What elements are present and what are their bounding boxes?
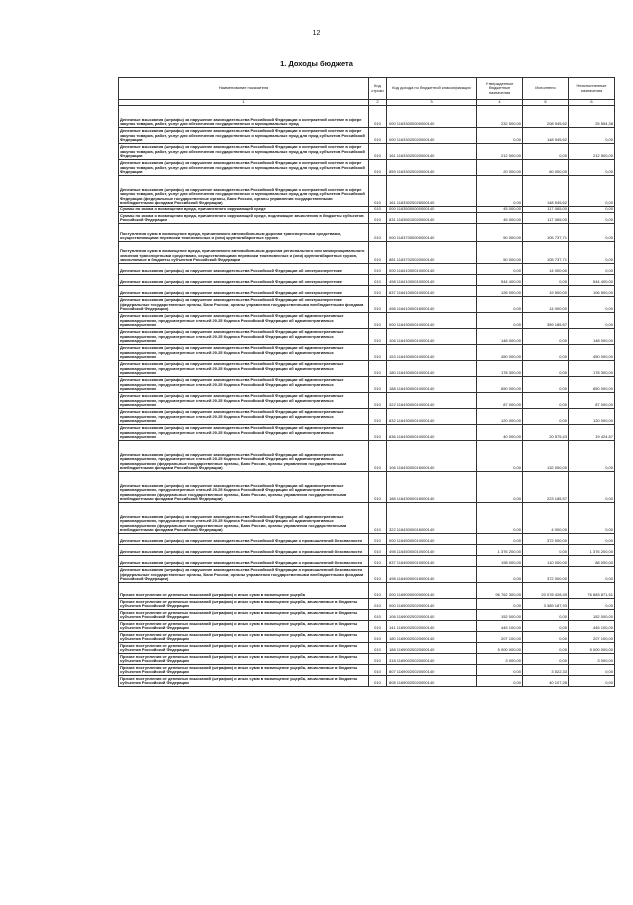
row-remaining: 148 000,00 xyxy=(569,329,615,345)
header-remaining: Неисполненные назначения xyxy=(569,78,615,100)
row-name: Денежные взыскания (штрафы) за нарушение законодательства Российской Федерации о контрактной системе в сфере закупок товаров, работ, услуг для обеспечения государственных и муниципальных нужд для нужд субъектов Российской Федерации xyxy=(119,128,369,144)
row-name: Денежные взыскания (штрафы) за нарушение законодательства Российской Федерации о контрактной системе в сфере закупок товаров, работ, услуг для обеспечения государственных и муниципальных нужд для нужд субъектов Российской Федерации (федеральные государственные органы, Банк России, органы управления государственными внебюджетными фондами Российской Федерации) xyxy=(119,176,369,207)
row-name: Денежные взыскания (штрафы) за нарушение законодательства Российской Федерации об административных правонарушениях, предусмотренные статьей 20.25 Кодекса Российской Федерации об административных правонарушениях xyxy=(119,361,369,377)
row-executed: 132 000,00 xyxy=(523,441,569,472)
row-executed: 20 078 428,49 xyxy=(523,583,569,599)
table-row xyxy=(119,160,615,176)
row-approved: 232 500,00 xyxy=(477,106,523,128)
row-line-code: 010 xyxy=(369,242,387,264)
row-approved: 126 000,00 xyxy=(477,286,523,297)
row-executed: 14 000,00 xyxy=(523,297,569,313)
row-executed: 110 000,00 xyxy=(523,556,569,567)
row-line-code: 010 xyxy=(369,345,387,361)
row-approved: 650 000,00 xyxy=(477,377,523,393)
row-income-code: 837 11641000010000140 xyxy=(387,286,477,297)
row-executed: 148 945,62 xyxy=(523,176,569,207)
row-name: Прочие поступления от денежных взысканий (штрафов) и иных сумм в возмещение ущерба, зачисляемые в бюджеты субъектов Российской Федерации xyxy=(119,610,369,621)
row-income-code: 180 11643000010000140 xyxy=(387,361,477,377)
row-approved: 96 762 300,00 xyxy=(477,583,523,599)
row-remaining: 0,00 xyxy=(569,213,615,224)
row-remaining: 178 300,00 xyxy=(569,361,615,377)
header-line-code: Код строки xyxy=(369,78,387,100)
row-executed: 117 065,00 xyxy=(523,207,569,213)
row-approved: 20 000,00 xyxy=(477,160,523,176)
row-name: Денежные взыскания (штрафы) за нарушение законодательства Российской Федерации о контрактной системе в сфере закупок товаров, работ, услуг для обеспечения государственных и муниципальных нужд для нужд субъектов Российской Федерации xyxy=(119,144,369,160)
table-row xyxy=(119,665,615,676)
row-approved: 0,00 xyxy=(477,176,523,207)
row-remaining: 212 500,00 xyxy=(569,144,615,160)
row-income-code: 000 11633020020000140 xyxy=(387,128,477,144)
row-approved: 1 376 200,00 xyxy=(477,545,523,556)
row-income-code: 161 11633020020000140 xyxy=(387,144,477,160)
row-executed: 0,00 xyxy=(523,144,569,160)
row-name: Прочие поступления от денежных взысканий (штрафов) и иных сумм в возмещение ущерба, зачисляемые в бюджеты субъектов Российской Федерации xyxy=(119,676,369,687)
row-executed: 0,00 xyxy=(523,643,569,654)
row-line-code: 010 xyxy=(369,425,387,441)
table-row xyxy=(119,275,615,286)
row-remaining: 88 000,00 xyxy=(569,556,615,567)
row-executed: 4 000,00 xyxy=(523,503,569,534)
row-line-code: 010 xyxy=(369,610,387,621)
row-name: Денежные взыскания (штрафы) за нарушение законодательства Российской Федерации об административных правонарушениях, предусмотренные статьей 20.25 Кодекса Российской Федерации об административных правонарушениях xyxy=(119,409,369,425)
row-executed: 19 500,00 xyxy=(523,286,569,297)
row-remaining: 0,00 xyxy=(569,128,615,144)
row-line-code: 010 xyxy=(369,665,387,676)
table-row xyxy=(119,556,615,567)
row-remaining: 0,00 xyxy=(569,207,615,213)
row-name: Прочие поступления от денежных взысканий (штрафов) и иных сумм в возмещение ущерба xyxy=(119,583,369,599)
row-name: Суммы по искам о возмещении вреда, причиненного окружающей среде xyxy=(119,207,369,213)
row-name: Денежные взыскания (штрафы) за нарушение законодательства Российской Федерации о промышленной безопасности xyxy=(119,545,369,556)
row-approved: 120 000,00 xyxy=(477,409,523,425)
row-approved: 0,00 xyxy=(477,313,523,329)
row-remaining: 0,00 xyxy=(569,242,615,264)
row-name: Прочие поступления от денежных взысканий (штрафов) и иных сумм в возмещение ущерба, зачисляемые в бюджеты субъектов Российской Федерации xyxy=(119,632,369,643)
row-executed: 148 945,62 xyxy=(523,128,569,144)
row-remaining: 19 424,57 xyxy=(569,425,615,441)
row-remaining: 152 000,00 xyxy=(569,610,615,621)
row-name: Денежные взыскания (штрафы) за нарушение законодательства Российской Федерации об административных правонарушениях, предусмотренные статьей 20.25 Кодекса Российской Федерации об административных правонарушениях xyxy=(119,425,369,441)
row-approved: 212 500,00 xyxy=(477,144,523,160)
row-line-code: 010 xyxy=(369,409,387,425)
row-approved: 0,00 xyxy=(477,665,523,676)
table-row xyxy=(119,242,615,264)
row-line-code: 010 xyxy=(369,329,387,345)
table-row xyxy=(119,599,615,610)
row-executed: 60 000,00 xyxy=(523,160,569,176)
table-row xyxy=(119,583,615,599)
row-name: Денежные взыскания (штрафы) за нарушение законодательства Российской Федерации об электроэнергетике xyxy=(119,264,369,275)
row-remaining: 0,00 xyxy=(569,472,615,503)
row-line-code: 010 xyxy=(369,503,387,534)
row-name: Денежные взыскания (штрафы) за нарушение законодательства Российской Федерации об административных правонарушениях, предусмотренные статьей 20.25 Кодекса Российской Федерации об административных правонарушениях xyxy=(119,377,369,393)
row-approved: 45 000,00 xyxy=(477,207,523,213)
row-line-code: 010 xyxy=(369,176,387,207)
row-income-code: 000 11633000000000140 xyxy=(387,106,477,128)
row-income-code: 498 11645000010000140 xyxy=(387,545,477,556)
row-remaining: 0,00 xyxy=(569,676,615,687)
table-row xyxy=(119,128,615,144)
row-line-code: 010 xyxy=(369,286,387,297)
table-row xyxy=(119,393,615,409)
row-approved: 0,00 xyxy=(477,534,523,545)
row-income-code: 832 11643000010000140 xyxy=(387,409,477,425)
row-remaining: 5 000 000,00 xyxy=(569,643,615,654)
row-income-code: 000 11690000000000140 xyxy=(387,583,477,599)
row-approved: 0,00 xyxy=(477,441,523,472)
row-remaining: 0,00 xyxy=(569,176,615,207)
header-approved: Утвержденные бюджетные назначения xyxy=(477,78,523,100)
row-income-code: 000 11635000000000140 xyxy=(387,207,477,213)
row-name: Денежные взыскания (штрафы) за нарушение законодательства Российской Федерации об административных правонарушениях, предусмотренные статьей 20.25 Кодекса Российской Федерации об административных правонарушениях (федеральные государственные органы, Банк России, органы управления государственными внебюджетными фондами Российской Федерации) xyxy=(119,503,369,534)
row-line-code: 010 xyxy=(369,676,387,687)
table-body xyxy=(119,106,615,687)
row-income-code: 322 11643000016000140 xyxy=(387,503,477,534)
row-approved: 40 000,00 xyxy=(477,425,523,441)
section-title: 1. Доходы бюджета xyxy=(280,59,353,68)
row-income-code: 000 11643000010000140 xyxy=(387,313,477,329)
row-line-code: 010 xyxy=(369,632,387,643)
row-executed: 0,00 xyxy=(523,361,569,377)
table-row xyxy=(119,176,615,207)
table-row xyxy=(119,377,615,393)
col-number: 5 xyxy=(523,100,569,106)
row-name: Денежные взыскания (штрафы) за нарушение законодательства Российской Федерации об электроэнергетике (федеральные государственные органы, Банк России, органы управления государственными внебюджетными фондами Российской Федерации) xyxy=(119,297,369,313)
row-executed: 223 185,57 xyxy=(523,472,569,503)
row-executed: 0,00 xyxy=(523,654,569,665)
row-remaining: 3 000,00 xyxy=(569,654,615,665)
table-row xyxy=(119,297,615,313)
row-remaining: 0,00 xyxy=(569,224,615,242)
table-row xyxy=(119,409,615,425)
row-executed: 105 737,71 xyxy=(523,224,569,242)
row-name: Денежные взыскания (штрафы) за нарушение законодательства Российской Федерации об электроэнергетике xyxy=(119,286,369,297)
row-executed: 105 737,71 xyxy=(523,242,569,264)
row-approved: 45 000,00 xyxy=(477,213,523,224)
row-name: Денежные взыскания (штрафы) за нарушение законодательства Российской Федерации об административных правонарушениях, предусмотренные статьей 20.25 Кодекса Российской Федерации об административных правонарушениях xyxy=(119,313,369,329)
table-row xyxy=(119,313,615,329)
row-remaining: 0,00 xyxy=(569,160,615,176)
row-income-code: 000 11645000010000140 xyxy=(387,534,477,545)
row-remaining: 0,00 xyxy=(569,599,615,610)
row-name: Денежные взыскания (штрафы) за нарушение законодательства Российской Федерации об административных правонарушениях, предусмотренные статьей 20.25 Кодекса Российской Федерации об административных правонарушениях xyxy=(119,345,369,361)
row-executed: 359 185,57 xyxy=(523,313,569,329)
row-line-code: 010 xyxy=(369,377,387,393)
table-row xyxy=(119,632,615,643)
row-approved: 178 300,00 xyxy=(477,361,523,377)
table-row xyxy=(119,329,615,345)
row-name: Прочие поступления от денежных взысканий (штрафов) и иных сумм в возмещение ущерба, зачисляемые в бюджеты субъектов Российской Федерации xyxy=(119,654,369,665)
row-income-code: 106 11643000016000140 xyxy=(387,441,477,472)
row-income-code: 000 11690020020000140 xyxy=(387,599,477,610)
row-approved: 148 000,00 xyxy=(477,329,523,345)
col-number: 4 xyxy=(477,100,523,106)
row-name: Денежные взыскания (штрафы) за нарушение законодательства Российской Федерации об административных правонарушениях, предусмотренные статьей 20.25 Кодекса Российской Федерации об административных правонарушениях xyxy=(119,393,369,409)
row-income-code: 106 11690020020000140 xyxy=(387,610,477,621)
row-line-code: 010 xyxy=(369,643,387,654)
row-line-code: 010 xyxy=(369,144,387,160)
table-row xyxy=(119,224,615,242)
row-remaining: 544 400,00 xyxy=(569,275,615,286)
row-executed: 0,00 xyxy=(523,377,569,393)
row-approved: 198 000,00 xyxy=(477,556,523,567)
table-row xyxy=(119,286,615,297)
header-name: Наименование показателя xyxy=(119,78,369,100)
row-name: Поступления сумм в возмещение вреда, причиняемого автомобильным дорогам регионального или межмуниципального значения транспортными средствами, осуществляющими перевозки тяжеловесных и (или) крупногабаритных грузов, зачисляемые в бюджеты субъектов Российской Федерации xyxy=(119,242,369,264)
header-income-code: Код дохода по бюджетной классификации xyxy=(387,78,477,100)
row-line-code: 010 xyxy=(369,224,387,242)
row-name: Прочие поступления от денежных взысканий (штрафов) и иных сумм в возмещение ущерба, зачисляемые в бюджеты субъектов Российской Федерации xyxy=(119,599,369,610)
row-approved: 87 000,00 xyxy=(477,393,523,409)
row-approved: 0,00 xyxy=(477,297,523,313)
row-income-code: 188 11643000016000140 xyxy=(387,472,477,503)
col-number: 6 xyxy=(569,100,615,106)
row-line-code: 010 xyxy=(369,545,387,556)
row-remaining: 25 554,38 xyxy=(569,106,615,128)
row-line-code: 010 xyxy=(369,599,387,610)
row-remaining: 0,00 xyxy=(569,665,615,676)
row-income-code: 141 11690020020000140 xyxy=(387,621,477,632)
table-row xyxy=(119,144,615,160)
table-header-row xyxy=(119,78,615,100)
row-name: Денежные взыскания (штрафы) за нарушение законодательства Российской Федерации о промышленной безопасности xyxy=(119,556,369,567)
col-number: 1 xyxy=(119,100,369,106)
row-remaining: 76 683 871,51 xyxy=(569,583,615,599)
table-row xyxy=(119,654,615,665)
row-executed: 372 000,00 xyxy=(523,567,569,583)
row-executed: 14 000,00 xyxy=(523,264,569,275)
row-executed: 0,00 xyxy=(523,393,569,409)
page-number: 12 xyxy=(312,30,321,37)
row-approved: 0,00 xyxy=(477,599,523,610)
table-row xyxy=(119,610,615,621)
table-row xyxy=(119,503,615,534)
row-approved: 0,00 xyxy=(477,472,523,503)
row-executed: 117 065,00 xyxy=(523,213,569,224)
row-income-code: 153 11643000010000140 xyxy=(387,345,477,361)
row-executed: 372 000,00 xyxy=(523,534,569,545)
row-executed: 0,00 xyxy=(523,545,569,556)
table-row xyxy=(119,345,615,361)
row-remaining: 445 100,00 xyxy=(569,621,615,632)
row-remaining: 0,00 xyxy=(569,534,615,545)
row-name: Прочие поступления от денежных взысканий (штрафов) и иных сумм в возмещение ущерба, зачисляемые в бюджеты субъектов Российской Федерации xyxy=(119,621,369,632)
table-row xyxy=(119,361,615,377)
row-income-code: 807 11690020020000140 xyxy=(387,665,477,676)
row-income-code: 498 11641000016000140 xyxy=(387,297,477,313)
row-income-code: 498 11641000010000140 xyxy=(387,275,477,286)
row-income-code: 106 11643000010000140 xyxy=(387,329,477,345)
row-remaining: 0,00 xyxy=(569,264,615,275)
row-line-code: 010 xyxy=(369,534,387,545)
table-row xyxy=(119,545,615,556)
row-remaining: 450 000,00 xyxy=(569,345,615,361)
row-line-code: 010 xyxy=(369,106,387,128)
row-executed: 0,00 xyxy=(523,345,569,361)
row-name: Денежные взыскания (штрафы) за нарушение законодательства Российской Федерации о промышленной безопасности xyxy=(119,534,369,545)
table-row xyxy=(119,567,615,583)
row-approved: 0,00 xyxy=(477,503,523,534)
row-remaining: 207 100,00 xyxy=(569,632,615,643)
row-line-code: 010 xyxy=(369,583,387,599)
row-income-code: 498 11645000016000140 xyxy=(387,567,477,583)
row-line-code: 010 xyxy=(369,361,387,377)
row-approved: 50 000,00 xyxy=(477,242,523,264)
row-approved: 207 100,00 xyxy=(477,632,523,643)
row-line-code: 010 xyxy=(369,264,387,275)
row-name: Поступления сумм в возмещение вреда, причиняемого автомобильным дорогам транспортными средствами, осуществляющими перевозки тяжеловесных и (или) крупногабаритных грузов xyxy=(119,224,369,242)
row-line-code: 010 xyxy=(369,160,387,176)
row-remaining: 106 500,00 xyxy=(569,286,615,297)
row-name: Денежные взыскания (штрафы) за нарушение законодательства Российской Федерации о контрактной системе в сфере закупок товаров, работ, услуг для обеспечения государственных и муниципальных нужд xyxy=(119,106,369,128)
row-line-code: 010 xyxy=(369,275,387,286)
row-income-code: 837 11645000010000140 xyxy=(387,556,477,567)
row-name: Суммы по искам о возмещении вреда, причиненного окружающей среде, подлежащие зачислению в бюджеты субъектов Российской Федерации xyxy=(119,213,369,224)
row-line-code: 010 xyxy=(369,207,387,213)
table-row xyxy=(119,472,615,503)
table-row xyxy=(119,441,615,472)
table-row xyxy=(119,621,615,632)
table-row xyxy=(119,676,615,687)
row-approved: 3 000,00 xyxy=(477,654,523,665)
row-income-code: 000 11641000010000140 xyxy=(387,264,477,275)
row-income-code: 188 11643000010000140 xyxy=(387,377,477,393)
row-approved: 0,00 xyxy=(477,264,523,275)
row-income-code: 318 11690020020000140 xyxy=(387,654,477,665)
budget-revenue-table xyxy=(118,77,615,687)
row-income-code: 322 11643000010000140 xyxy=(387,393,477,409)
row-line-code: 010 xyxy=(369,213,387,224)
row-approved: 544 400,00 xyxy=(477,275,523,286)
row-executed: 0,00 xyxy=(523,610,569,621)
budget-revenue-table-wrap xyxy=(118,77,614,687)
row-name: Денежные взыскания (штрафы) за нарушение законодательства Российской Федерации об административных правонарушениях, предусмотренные статьей 20.25 Кодекса Российской Федерации об административных правонарушениях (федеральные государственные органы, Банк России, органы управления государственными внебюджетными фондами Российской Федерации) xyxy=(119,472,369,503)
row-approved: 0,00 xyxy=(477,128,523,144)
row-executed: 208 945,62 xyxy=(523,106,569,128)
header-executed: Исполнено xyxy=(523,78,569,100)
row-line-code: 010 xyxy=(369,654,387,665)
row-remaining: 0,00 xyxy=(569,441,615,472)
row-name: Денежные взыскания (штрафы) за нарушение законодательства Российской Федерации о контрактной системе в сфере закупок товаров, работ, услуг для обеспечения государственных и муниципальных нужд для нужд субъектов Российской Федерации xyxy=(119,160,369,176)
row-executed: 0,00 xyxy=(523,275,569,286)
row-remaining: 87 000,00 xyxy=(569,393,615,409)
row-remaining: 0,00 xyxy=(569,503,615,534)
row-remaining: 650 000,00 xyxy=(569,377,615,393)
row-income-code: 859 11633020020000140 xyxy=(387,160,477,176)
row-approved: 0,00 xyxy=(477,567,523,583)
table-row xyxy=(119,425,615,441)
row-executed: 0,00 xyxy=(523,329,569,345)
col-number: 2 xyxy=(369,100,387,106)
row-remaining: 0,00 xyxy=(569,297,615,313)
table-row xyxy=(119,264,615,275)
row-income-code: 836 11643000010000140 xyxy=(387,425,477,441)
row-income-code: 000 11637000000000140 xyxy=(387,224,477,242)
row-executed: 20 575,43 xyxy=(523,425,569,441)
row-line-code: 010 xyxy=(369,393,387,409)
table-row xyxy=(119,106,615,128)
row-executed: 40 107,28 xyxy=(523,676,569,687)
row-approved: 450 000,00 xyxy=(477,345,523,361)
row-line-code: 010 xyxy=(369,441,387,472)
col-number: 3 xyxy=(387,100,477,106)
row-approved: 445 100,00 xyxy=(477,621,523,632)
row-income-code: 188 11690020020000140 xyxy=(387,643,477,654)
row-line-code: 010 xyxy=(369,297,387,313)
table-row xyxy=(119,213,615,224)
row-income-code: 831 11635010020000140 xyxy=(387,213,477,224)
row-remaining: 0,00 xyxy=(569,313,615,329)
row-approved: 50 000,00 xyxy=(477,224,523,242)
row-approved: 152 000,00 xyxy=(477,610,523,621)
row-income-code: 808 11690020020000140 xyxy=(387,676,477,687)
row-income-code: 180 11690020020000140 xyxy=(387,632,477,643)
table-row xyxy=(119,643,615,654)
row-name: Денежные взыскания (штрафы) за нарушение законодательства Российской Федерации об административных правонарушениях, предусмотренные статьей 20.25 Кодекса Российской Федерации об административных правонарушениях xyxy=(119,329,369,345)
row-executed: 0,00 xyxy=(523,632,569,643)
row-name: Денежные взыскания (штрафы) за нарушение законодательства Российской Федерации об административных правонарушениях, предусмотренные статьей 20.25 Кодекса Российской Федерации об административных правонарушениях (федеральные государственные органы, Банк России, органы управления государственными внебюджетными фондами Российской Федерации) xyxy=(119,441,369,472)
row-name: Денежные взыскания (штрафы) за нарушение законодательства Российской Федерации о промышленной безопасности (федеральные государственные органы, Банк России, органы управления государственными внебюджетными фондами Российской Федерации) xyxy=(119,567,369,583)
row-remaining: 1 376 200,00 xyxy=(569,545,615,556)
row-name: Прочие поступления от денежных взысканий (штрафов) и иных сумм в возмещение ущерба, зачисляемые в бюджеты субъектов Российской Федерации xyxy=(119,665,369,676)
row-executed: 0,00 xyxy=(523,621,569,632)
row-line-code: 010 xyxy=(369,567,387,583)
row-remaining: 120 000,00 xyxy=(569,409,615,425)
row-income-code: 881 11637020020000140 xyxy=(387,242,477,264)
row-remaining: 0,00 xyxy=(569,567,615,583)
row-line-code: 010 xyxy=(369,313,387,329)
row-executed: 0,00 xyxy=(523,409,569,425)
row-approved: 0,00 xyxy=(477,676,523,687)
row-line-code: 010 xyxy=(369,128,387,144)
row-executed: 3 389 187,93 xyxy=(523,599,569,610)
row-approved: 5 000 000,00 xyxy=(477,643,523,654)
row-executed: 3 522,33 xyxy=(523,665,569,676)
row-income-code: 161 11633020026000140 xyxy=(387,176,477,207)
row-name: Денежные взыскания (штрафы) за нарушение законодательства Российской Федерации об электроэнергетике xyxy=(119,275,369,286)
row-name: Прочие поступления от денежных взысканий (штрафов) и иных сумм в возмещение ущерба, зачисляемые в бюджеты субъектов Российской Федерации xyxy=(119,643,369,654)
row-line-code: 010 xyxy=(369,621,387,632)
row-line-code: 010 xyxy=(369,472,387,503)
table-row xyxy=(119,534,615,545)
row-line-code: 010 xyxy=(369,556,387,567)
